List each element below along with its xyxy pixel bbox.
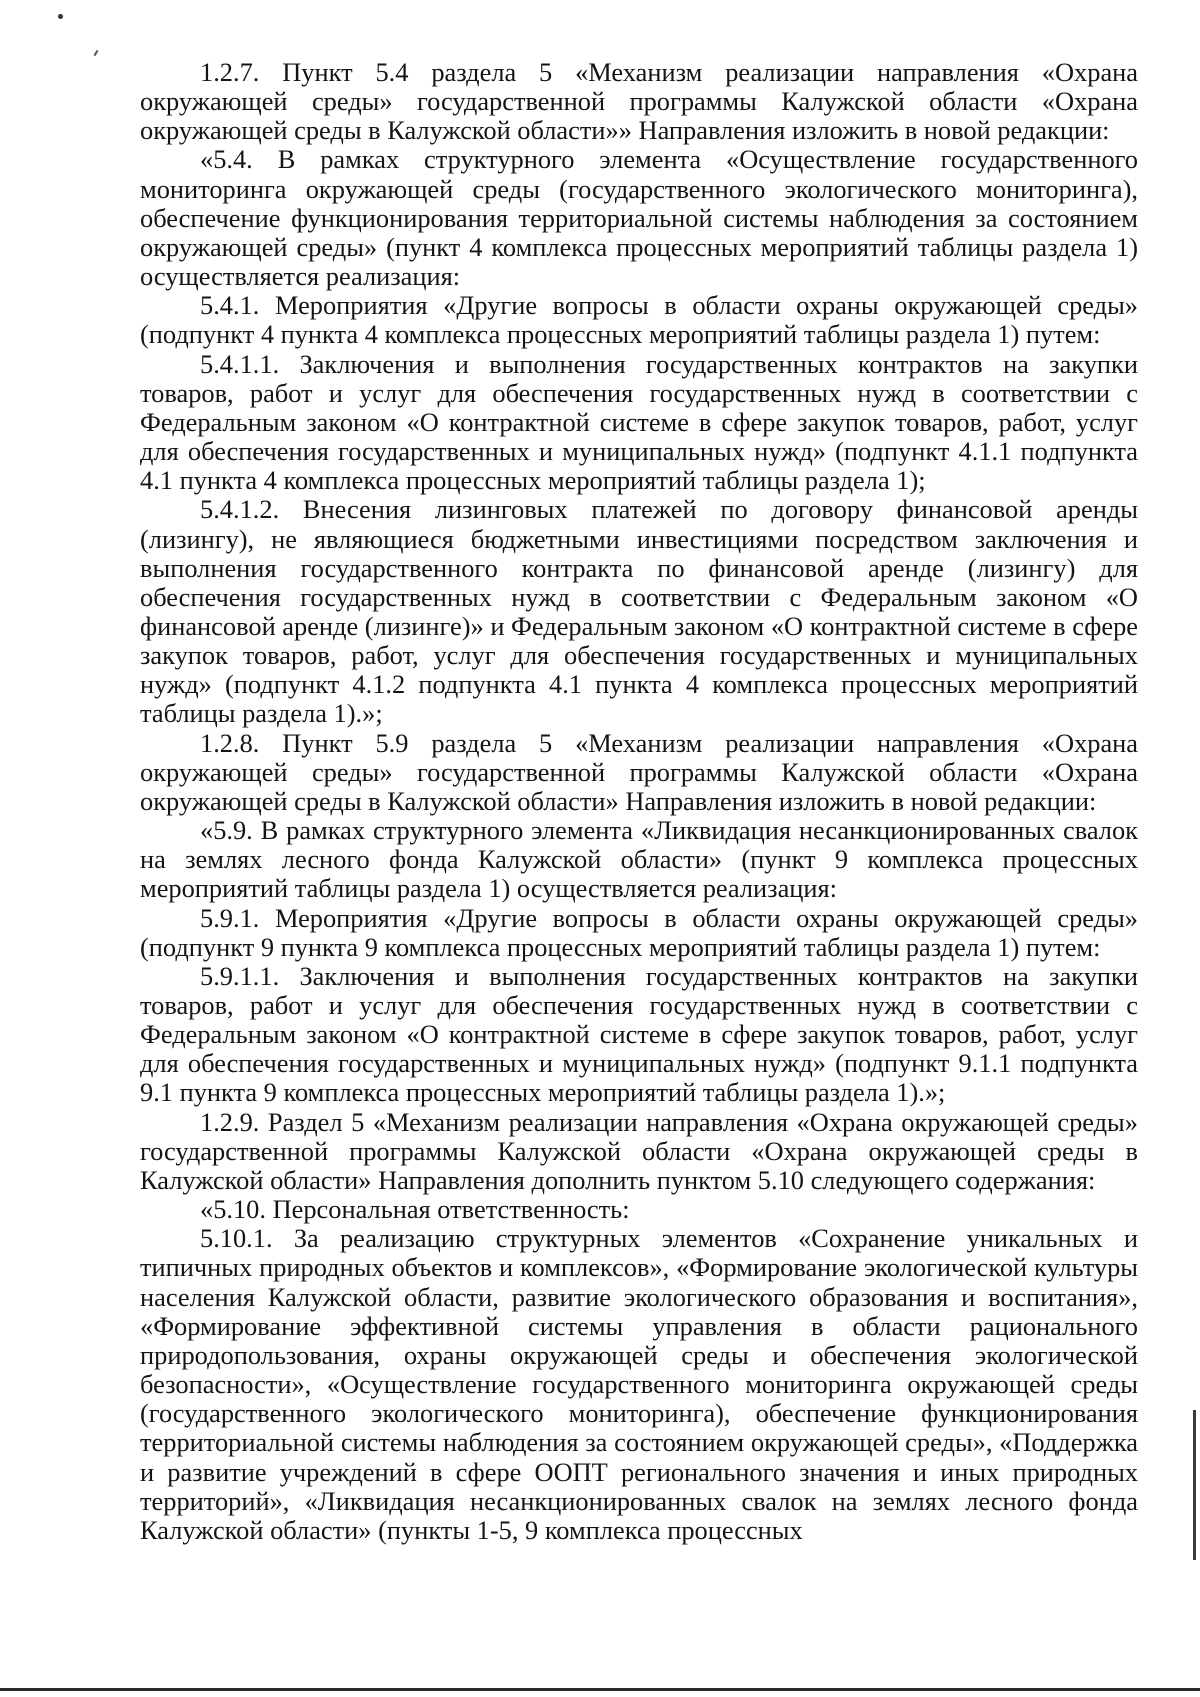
paragraph-5-9: «5.9. В рамках структурного элемента «Ликвидация несанкционированных свалок на землях лесного фонда Калужской области» (пункт 9 комплекса процессных мероприятий таблицы раздела 1) осуществляется реализация: (140, 815, 1138, 904)
paragraph-5-4-1-1: 5.4.1.1. Заключения и выполнения государственных контрактов на закупки товаров, работ и услуг для обеспечения государственных нужд в соответствии с Федеральным законом «О контрактной системе в сфере закупок товаров, работ, услуг для обеспечения государственных и муниципальных нужд» (подпункт 4.1.1 подпункта 4.1 пункта 4 комплекса процессных мероприятий таблицы раздела 1); (140, 348, 1138, 496)
paragraph-5-4-1: 5.4.1. Мероприятия «Другие вопросы в области охраны окружающей среды» (подпункт 4 пункта 4 комплекса процессных мероприятий таблицы раздела 1) путем: (140, 290, 1138, 350)
scan-bottom-edge (0, 1688, 1200, 1691)
paragraph-1-2-8: 1.2.8. Пункт 5.9 раздела 5 «Механизм реализации направления «Охрана окружающей среды» государственной программы Калужской области «Охрана окружающей среды в Калужской области» Направления изложить в новой редакции: (140, 727, 1138, 816)
paragraph-5-10: «5.10. Персональная ответственность: (200, 1194, 630, 1225)
paragraph-1-2-7: 1.2.7. Пункт 5.4 раздела 5 «Механизм реализации направления «Охрана окружающей среды» государственной программы Калужской области «Охрана окружающей среды в Калужской области»» Направления изложить в новой редакции: (140, 57, 1138, 146)
scan-edge-shadow (1193, 1410, 1196, 1560)
document-body (140, 58, 1138, 1545)
paragraph-5-4: «5.4. В рамках структурного элемента «Осуществление государственного мониторинга окружающей среды (государственного экологического мониторинга), обеспечение функционирования территориальной системы наблюдения за состоянием окружающей среды» (пункт 4 комплекса процессных мероприятий таблицы раздела 1) осуществляется реализация: (140, 144, 1138, 292)
scan-speck-mark (58, 14, 63, 19)
paragraph-5-9-1-1: 5.9.1.1. Заключения и выполнения государственных контрактов на закупки товаров, работ и услуг для обеспечения государственных нужд в соответствии с Федеральным законом «О контрактной системе в сфере закупок товаров, работ, услуг для обеспечения государственных и муниципальных нужд» (подпункт 9.1.1 подпункта 9.1 пункта 9 комплекса процессных мероприятий таблицы раздела 1).»; (140, 960, 1138, 1108)
paragraph-5-9-1: 5.9.1. Мероприятия «Другие вопросы в области охраны окружающей среды» (подпункт 9 пункта 9 комплекса процессных мероприятий таблицы раздела 1) путем: (140, 902, 1138, 962)
scan-tick-mark (94, 50, 99, 56)
paragraph-5-10-1: 5.10.1. За реализацию структурных элементов «Сохранение уникальных и типичных природных объектов и комплексов», «Формирование экологической культуры населения Калужской области, развитие экологического образования и воспитания», «Формирование эффективной системы управления в области рационального природопользования, охраны окружающей среды и обеспечения экологической безопасности», «Осуществление государственного мониторинга окружающей среды (государственного экологического мониторинга), обеспечение функционирования территориальной системы наблюдения за состоянием окружающей среды», «Поддержка и развитие учреждений в сфере ООПТ регионального значения и иных природных территорий», «Ликвидация несанкционированных свалок на землях лесного фонда Калужской области» (пункты 1-5, 9 комплекса процессных (140, 1223, 1138, 1545)
paragraph-5-4-1-2: 5.4.1.2. Внесения лизинговых платежей по договору финансовой аренды (лизингу), не являющиеся бюджетными инвестициями посредством заключения и выполнения государственного контракта по финансовой аренде (лизингу) для обеспечения государственных нужд в соответствии с Федеральным законом «О финансовой аренде (лизинге)» и Федеральным законом «О контрактной системе в сфере закупок товаров, работ, услуг для обеспечения государственных и муниципальных нужд» (подпункт 4.1.2 подпункта 4.1 пункта 4 комплекса процессных мероприятий таблицы раздела 1).»; (140, 494, 1138, 729)
paragraph-1-2-9: 1.2.9. Раздел 5 «Механизм реализации направления «Охрана окружающей среды» государственной программы Калужской области «Охрана окружающей среды в Калужской области» Направления дополнить пунктом 5.10 следующего содержания: (140, 1106, 1138, 1195)
